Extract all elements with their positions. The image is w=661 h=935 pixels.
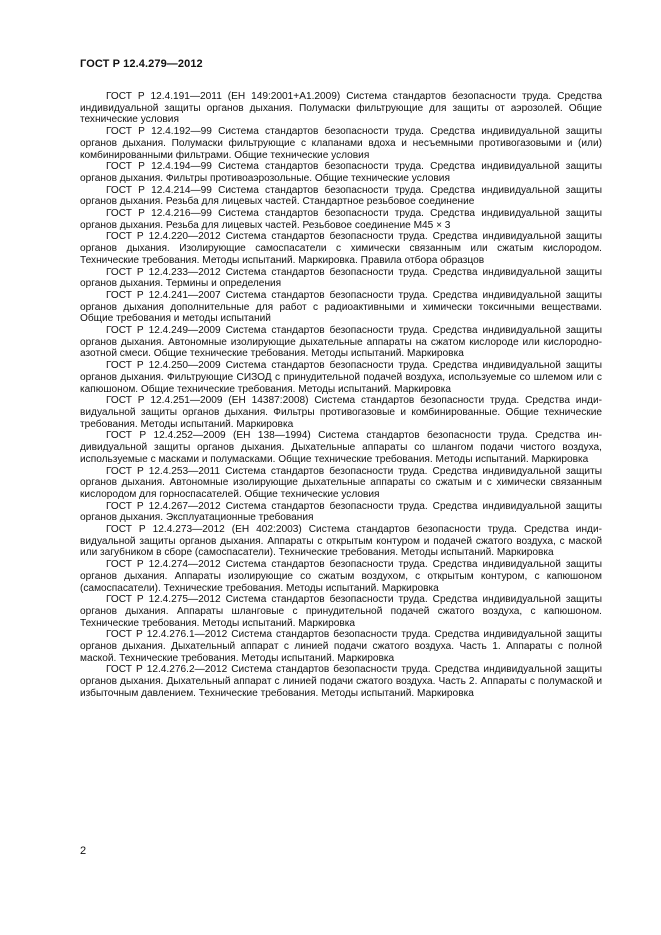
page-number: 2 — [80, 845, 87, 857]
reference-item: ГОСТ Р 12.4.216—99 Система стандартов безопасности труда. Средства индивидуальной защиты органов дыхания. Резьба для лицевых частей. Резьбовое соединение М45 × 3 — [80, 208, 602, 231]
reference-item: ГОСТ Р 12.4.267—2012 Система стандартов безопасности труда. Средства индивидуальной защиты органов дыхания. Эксплуатационные требования — [80, 500, 602, 524]
reference-item: ГОСТ Р 12.4.252—2009 (ЕН 138—1994) Система стандартов безопасности труда. Средства индивидуальной защиты органов дыхания. Дыхательные аппараты со шлангом подачи чистого воздуха, используемые с масками и полумасками. Общие технические требования. Методы испытаний. Маркировка — [80, 430, 602, 465]
reference-item: ГОСТ Р 12.4.251—2009 (ЕН 14387:2008) Система стандартов безопасности труда. Средства индивидуальной защиты органов дыхания. Фильтры противогазовые и комбинированные. Общие технические требования. Методы испытаний. Маркировка — [80, 395, 602, 430]
reference-item: ГОСТ Р 12.4.191—2011 (ЕН 149:2001+А1.2009) Система стандартов безопасности труда. Средства индивидуальной защиты органов дыхания. Полумаски фильтрующие для защиты от аэрозолей. Общие технические условия — [80, 91, 602, 126]
reference-item: ГОСТ Р 12.4.192—99 Система стандартов безопасности труда. Средства индивидуальной защиты органов дыхания. Полумаски фильтрующие с клапанами вдоха и несъемными противогазовыми и (или) комбинированными фильтрами. Общие технические условия — [80, 126, 602, 161]
reference-item: ГОСТ Р 12.4.273—2012 (ЕН 402:2003) Система стандартов безопасности труда. Средства индивидуальной защиты органов дыхания. Аппараты с открытым контуром и подачей сжатого воздуха, с маской или загубником в сборе (самоспасатели). Технические требования. Методы испытаний. Маркировка — [80, 524, 602, 559]
reference-item: ГОСТ Р 12.4.194—99 Система стандартов безопасности труда. Средства индивидуальной защиты органов дыхания. Фильтры противоаэрозольные. Общие технические условия — [80, 161, 602, 184]
reference-item: ГОСТ Р 12.4.276.2—2012 Система стандартов безопасности труда. Средства индивидуальной защиты органов дыхания. Дыхательный аппарат с линией подачи сжатого воздуха. Часть 2. Аппараты с полумаской и избыточным давлением. Технические требования. Методы испытаний. Маркировка — [80, 664, 602, 699]
reference-item: ГОСТ Р 12.4.233—2012 Система стандартов безопасности труда. Средства индивидуальной защиты органов дыхания. Термины и определения — [80, 266, 602, 290]
references-list — [80, 91, 602, 700]
reference-item: ГОСТ Р 12.4.249—2009 Система стандартов безопасности труда. Средства индивидуальной защиты органов дыхания. Автономные изолирующие дыхательные аппараты на сжатом кислороде или кислородно-азотной смеси. Общие технические требования. Методы испытаний. Маркировка — [80, 325, 602, 360]
reference-item: ГОСТ Р 12.4.220—2012 Система стандартов безопасности труда. Средства индивидуальной защиты органов дыхания. Изолирующие самоспасатели с химически связанным или сжатым кислородом. Технические требования. Методы испытаний. Маркировка. Правила отбора образцов — [80, 231, 602, 266]
reference-item: ГОСТ Р 12.4.275—2012 Система стандартов безопасности труда. Средства индивидуальной защиты органов дыхания. Аппараты шланговые с принудительной подачей сжатого воздуха, с капюшоном. Технические требования. Методы испытаний. Маркировка — [80, 594, 602, 629]
reference-item: ГОСТ Р 12.4.214—99 Система стандартов безопасности труда. Средства индивидуальной защиты органов дыхания. Резьба для лицевых частей. Стандартное резьбовое соединение — [80, 184, 602, 208]
reference-item: ГОСТ Р 12.4.253—2011 Система стандартов безопасности труда. Средства индивидуальной защиты органов дыхания. Автономные изолирующие дыхательные аппараты со сжатым и с химически связанным кислородом для горноспасателей. Общие технические условия — [80, 465, 602, 500]
reference-item: ГОСТ Р 12.4.274—2012 Система стандартов безопасности труда. Средства индивидуальной защиты органов дыхания. Аппараты изолирующие со сжатым воздухом, с открытым контуром, с капюшоном (самоспасатели). Технические требования. Методы испытаний. Маркировка — [80, 559, 602, 594]
reference-item: ГОСТ Р 12.4.276.1—2012 Система стандартов безопасности труда. Средства индивидуальной защиты органов дыхания. Дыхательный аппарат с линией подачи сжатого воздуха. Часть 1. Аппараты с полной маской. Технические требования. Методы испытаний. Маркировка — [80, 629, 602, 664]
document-header: ГОСТ Р 12.4.279—2012 — [80, 58, 203, 70]
reference-item: ГОСТ Р 12.4.250—2009 Система стандартов безопасности труда. Средства индивидуальной защиты органов дыхания. Фильтрующие СИЗОД с принудительной подачей воздуха, используемые со шлемом или с капюшоном. Общие технические требования. Методы испытаний. Маркировка — [80, 360, 602, 395]
reference-item: ГОСТ Р 12.4.241—2007 Система стандартов безопасности труда. Средства индивидуальной защиты органов дыхания дополнительные для работ с радиоактивными и химически токсичными веществами. Общие требования и методы испытаний — [80, 289, 602, 325]
